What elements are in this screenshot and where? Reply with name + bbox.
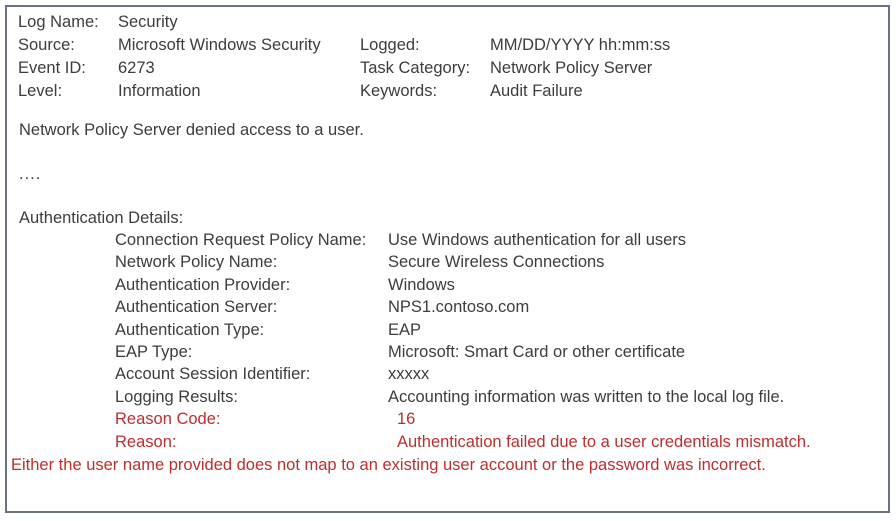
detail-label-logging-results: Logging Results:: [115, 387, 238, 406]
detail-label-reason: Reason:: [115, 432, 177, 451]
header-label-blank: [360, 11, 490, 34]
detail-value-reason: Authentication failed due to a user credentials mismatch.: [397, 432, 811, 451]
detail-value-authentication-provider: Windows: [388, 275, 455, 294]
header-label-log-name: Log Name:: [18, 13, 99, 31]
detail-value-authentication-type: EAP: [388, 320, 422, 339]
detail-label-authentication-provider: Authentication Provider:: [115, 275, 291, 294]
header-label-event-id: Event ID:: [18, 59, 86, 77]
event-description: Network Policy Server denied access to a user.: [19, 121, 364, 139]
detail-value-eap-type: Microsoft: Smart Card or other certificate: [388, 343, 686, 362]
detail-value-account-session-identifier: xxxxx: [388, 365, 430, 384]
header-label-keywords: Keywords:: [360, 82, 438, 100]
detail-value-network-policy-name: Secure Wireless Connections: [388, 253, 605, 272]
event-header: [18, 11, 888, 103]
header-value-level: Information: [118, 82, 201, 100]
detail-label-reason-code: Reason Code:: [115, 410, 221, 429]
detail-value-connection-request-policy: Use Windows authentication for all users: [388, 231, 687, 249]
header-value-event-id: 6273: [118, 59, 155, 77]
detail-label-authentication-type: Authentication Type:: [115, 320, 265, 339]
detail-label-authentication-server: Authentication Server:: [115, 298, 278, 317]
header-value-keywords: Audit Failure: [490, 82, 583, 100]
omitted-content-ellipsis: ....: [19, 165, 42, 183]
header-value-log-name: Security: [118, 13, 178, 31]
header-label-source: Source:: [18, 36, 75, 54]
detail-label-connection-request-policy: Connection Request Policy Name:: [115, 231, 367, 249]
detail-label-account-session-identifier: Account Session Identifier:: [115, 365, 311, 384]
header-value-task-category: Network Policy Server: [490, 59, 653, 77]
header-value-source: Microsoft Windows Security: [118, 36, 321, 54]
detail-value-authentication-server: NPS1.contoso.com: [388, 298, 530, 317]
detail-value-reason-code: 16: [397, 410, 416, 429]
detail-label-eap-type: EAP Type:: [115, 343, 193, 362]
event-log-panel: [5, 5, 890, 513]
detail-value-logging-results: Accounting information was written to the local log file.: [388, 387, 785, 406]
header-label-task-category: Task Category:: [360, 59, 471, 77]
auth-details-list: [115, 229, 888, 453]
header-value-logged: MM/DD/YYYY hh:mm:ss: [490, 36, 671, 54]
header-value-blank: [490, 11, 888, 34]
auth-details-heading: Authentication Details:: [19, 209, 184, 227]
detail-label-network-policy-name: Network Policy Name:: [115, 253, 278, 272]
header-label-logged: Logged:: [360, 36, 420, 54]
header-label-level: Level:: [18, 82, 63, 100]
reason-continuation-text: Either the user name provided does not map to an existing user account or the password was incorrect.: [11, 456, 766, 475]
